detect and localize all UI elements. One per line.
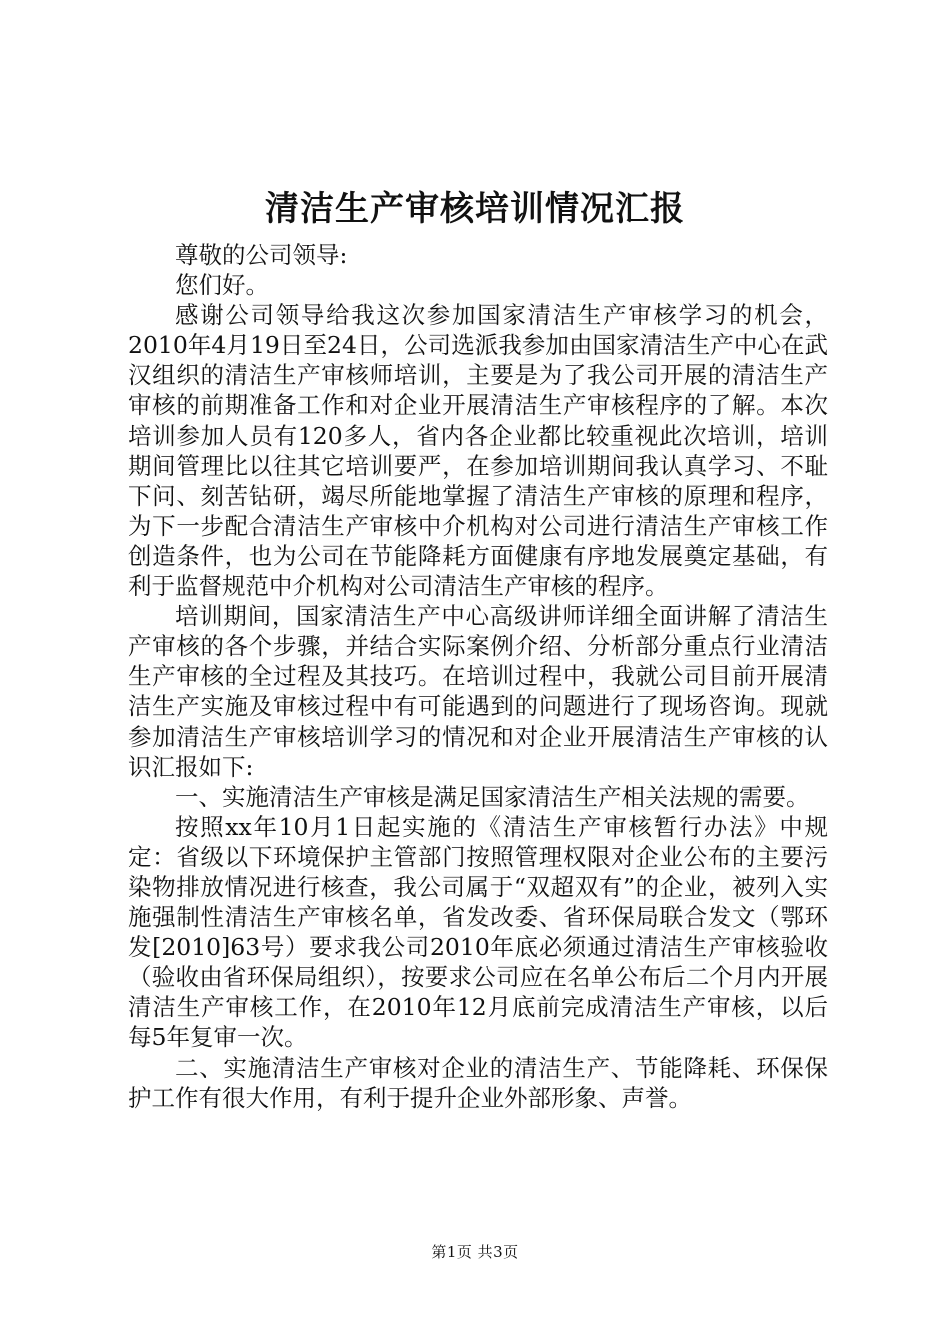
section-heading-1: 一、实施清洁生产审核是满足国家清洁生产相关法规的需要。 [175, 782, 810, 811]
paragraph-training: 培训期间，国家清洁生产中心高级讲师详细全面讲解了清洁生产审核的各个步骤，并结合实际案例介绍、分析部分重点行业清洁生产审核的全过程及其技巧。在培训过程中，我就公司目前开展清洁生产实施及审核过程中有可能遇到的问题进行了现场咨询。现就参加清洁生产审核培训学习的情况和对企业开展清洁生产审核的认识汇报如下: [128, 602, 828, 781]
paragraph-intro: 感谢公司领导给我这次参加国家清洁生产审核学习的机会，2010年4月19日至24日，公司选派我参加由国家清洁生产中心在武汉组织的清洁生产审核师培训，主要是为了我公司开展的清洁生产审核的前期准备工作和对企业开展清洁生产审核程序的了解。本次培训参加人员有120多人，省内各企业都比较重视此次培训，培训期间管理比以往其它培训要严，在参加培训期间我认真学习、不耻下问、刻苦钻研，竭尽所能地掌握了清洁生产审核的原理和程序，为下一步配合清洁生产审核中介机构对公司进行清洁生产审核工作创造条件，也为公司在节能降耗方面健康有序地发展奠定基础，有利于监督规范中介机构对公司清洁生产审核的程序。 [128, 301, 828, 601]
paragraph-regulation: 按照xx年10月1日起实施的《清洁生产审核暂行办法》中规定：省级以下环境保护主管部门按照管理权限对企业公布的主要污染物排放情况进行核查，我公司属于“双超双有”的企业，被列入实施强制性清洁生产审核名单，省发改委、省环保局联合发文（鄂环发[2010]63号）要求我公司2010年底必须通过清洁生产审核验收（验收由省环保局组织），按要求公司应在名单公布后二个月内开展清洁生产审核工作，在2010年12月底前完成清洁生产审核，以后每5年复审一次。 [128, 812, 828, 1052]
section-heading-2: 二、实施清洁生产审核对企业的清洁生产、节能降耗、环保保护工作有很大作用，有利于提升企业外部形象、声誉。 [128, 1053, 828, 1112]
document-body [128, 240, 828, 1113]
page-footer: 第1页 共3页 [431, 1243, 519, 1261]
document-title: 清洁生产审核培训情况汇报 [265, 189, 685, 229]
greeting: 您们好。 [175, 271, 269, 300]
salutation: 尊敬的公司领导: [175, 241, 348, 269]
